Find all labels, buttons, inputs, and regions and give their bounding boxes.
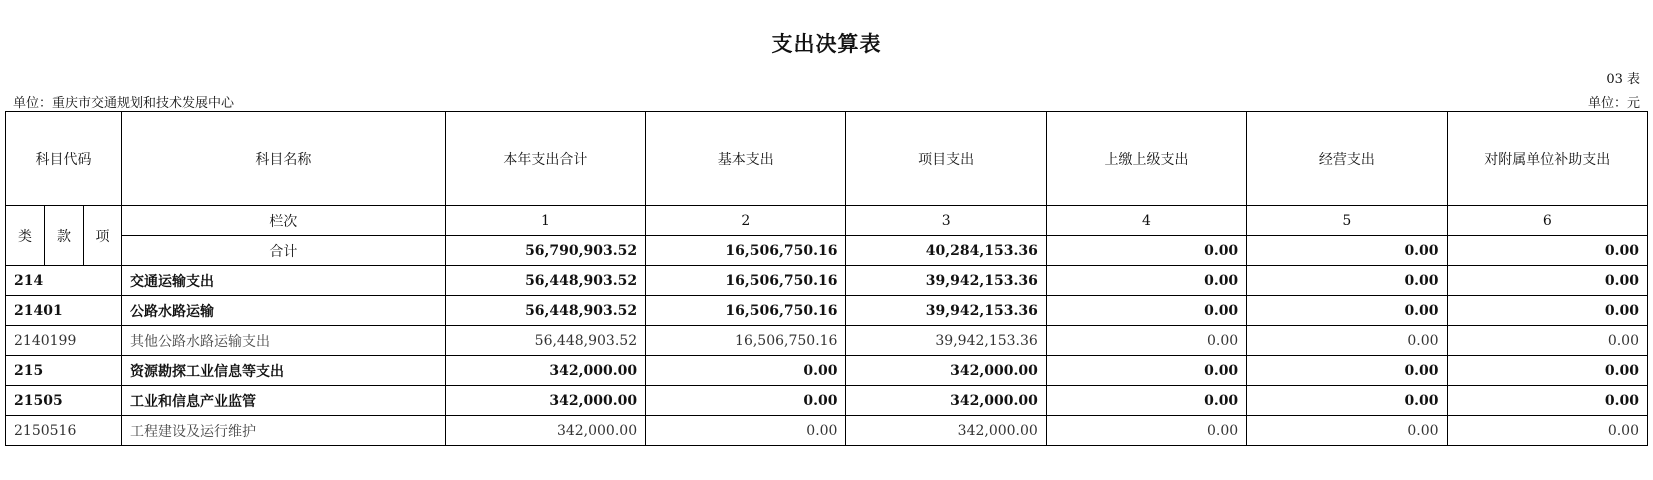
row-value: 342,000.00 — [846, 416, 1046, 446]
total-value: 0.00 — [1247, 236, 1447, 266]
report-title: 支出决算表 — [771, 32, 882, 56]
total-row — [6, 236, 1648, 266]
row-code: 21401 — [6, 296, 122, 326]
column-label: 栏次 — [122, 206, 446, 236]
col-num-1: 1 — [445, 206, 645, 236]
col-num-5: 5 — [1247, 206, 1447, 236]
table-row — [6, 266, 1648, 296]
row-value: 0.00 — [1447, 296, 1647, 326]
row-value: 0.00 — [646, 386, 846, 416]
col-num-6: 6 — [1447, 206, 1647, 236]
row-value: 0.00 — [1046, 416, 1246, 446]
row-value: 0.00 — [1447, 326, 1647, 356]
row-value: 0.00 — [646, 356, 846, 386]
header-row — [6, 112, 1648, 206]
col-num-4: 4 — [1046, 206, 1246, 236]
row-value: 56,448,903.52 — [445, 326, 645, 356]
form-number: 03 表 — [1606, 72, 1640, 87]
row-value: 0.00 — [1447, 266, 1647, 296]
expenditure-table — [5, 111, 1648, 446]
row-value: 0.00 — [1447, 386, 1647, 416]
row-value: 39,942,153.36 — [846, 266, 1046, 296]
row-value: 16,506,750.16 — [646, 296, 846, 326]
row-name: 公路水路运输 — [122, 296, 446, 326]
row-code: 2140199 — [6, 326, 122, 356]
row-value: 0.00 — [1447, 416, 1647, 446]
unit-currency: 单位：元 — [1587, 96, 1640, 111]
col-num-2: 2 — [646, 206, 846, 236]
row-value: 0.00 — [1247, 416, 1447, 446]
row-value: 0.00 — [1247, 266, 1447, 296]
row-value: 56,448,903.52 — [445, 296, 645, 326]
row-value: 16,506,750.16 — [646, 266, 846, 296]
header-name: 科目名称 — [122, 112, 446, 206]
header-total: 本年支出合计 — [445, 112, 645, 206]
row-name: 资源勘探工业信息等支出 — [122, 356, 446, 386]
row-value: 342,000.00 — [445, 416, 645, 446]
table-row — [6, 356, 1648, 386]
row-value: 0.00 — [646, 416, 846, 446]
header-subsidy: 对附属单位补助支出 — [1447, 112, 1647, 206]
row-value: 342,000.00 — [445, 386, 645, 416]
row-value: 0.00 — [1247, 326, 1447, 356]
row-value: 56,448,903.52 — [445, 266, 645, 296]
row-code: 215 — [6, 356, 122, 386]
total-value: 16,506,750.16 — [646, 236, 846, 266]
row-name: 工业和信息产业监管 — [122, 386, 446, 416]
row-value: 0.00 — [1247, 296, 1447, 326]
row-name: 其他公路水路运输支出 — [122, 326, 446, 356]
row-value: 0.00 — [1247, 386, 1447, 416]
row-value: 342,000.00 — [846, 386, 1046, 416]
row-value: 39,942,153.36 — [846, 296, 1046, 326]
row-value: 342,000.00 — [445, 356, 645, 386]
row-code: 2150516 — [6, 416, 122, 446]
header-basic: 基本支出 — [646, 112, 846, 206]
row-name: 工程建设及运行维护 — [122, 416, 446, 446]
table-row — [6, 296, 1648, 326]
row-value: 0.00 — [1046, 266, 1246, 296]
row-value: 16,506,750.16 — [646, 326, 846, 356]
column-number-row — [6, 206, 1648, 236]
header-code: 科目代码 — [6, 112, 122, 206]
row-value: 39,942,153.36 — [846, 326, 1046, 356]
row-value: 342,000.00 — [846, 356, 1046, 386]
row-code: 21505 — [6, 386, 122, 416]
row-value: 0.00 — [1247, 356, 1447, 386]
row-value: 0.00 — [1046, 296, 1246, 326]
header-project: 项目支出 — [846, 112, 1046, 206]
row-code: 214 — [6, 266, 122, 296]
table-row — [6, 326, 1648, 356]
total-value: 0.00 — [1447, 236, 1647, 266]
total-value: 56,790,903.52 — [445, 236, 645, 266]
col-num-3: 3 — [846, 206, 1046, 236]
row-name: 交通运输支出 — [122, 266, 446, 296]
row-value: 0.00 — [1046, 386, 1246, 416]
table-row — [6, 416, 1648, 446]
header-kuan: 款 — [45, 206, 84, 266]
table-row — [6, 386, 1648, 416]
row-value: 0.00 — [1046, 326, 1246, 356]
total-label: 合计 — [122, 236, 446, 266]
header-upper: 上缴上级支出 — [1046, 112, 1246, 206]
total-value: 0.00 — [1046, 236, 1246, 266]
header-xiang: 项 — [84, 206, 122, 266]
header-business: 经营支出 — [1247, 112, 1447, 206]
row-value: 0.00 — [1046, 356, 1246, 386]
row-value: 0.00 — [1447, 356, 1647, 386]
header-lei: 类 — [6, 206, 45, 266]
total-value: 40,284,153.36 — [846, 236, 1046, 266]
unit-organization: 单位：重庆市交通规划和技术发展中心 — [13, 96, 235, 111]
